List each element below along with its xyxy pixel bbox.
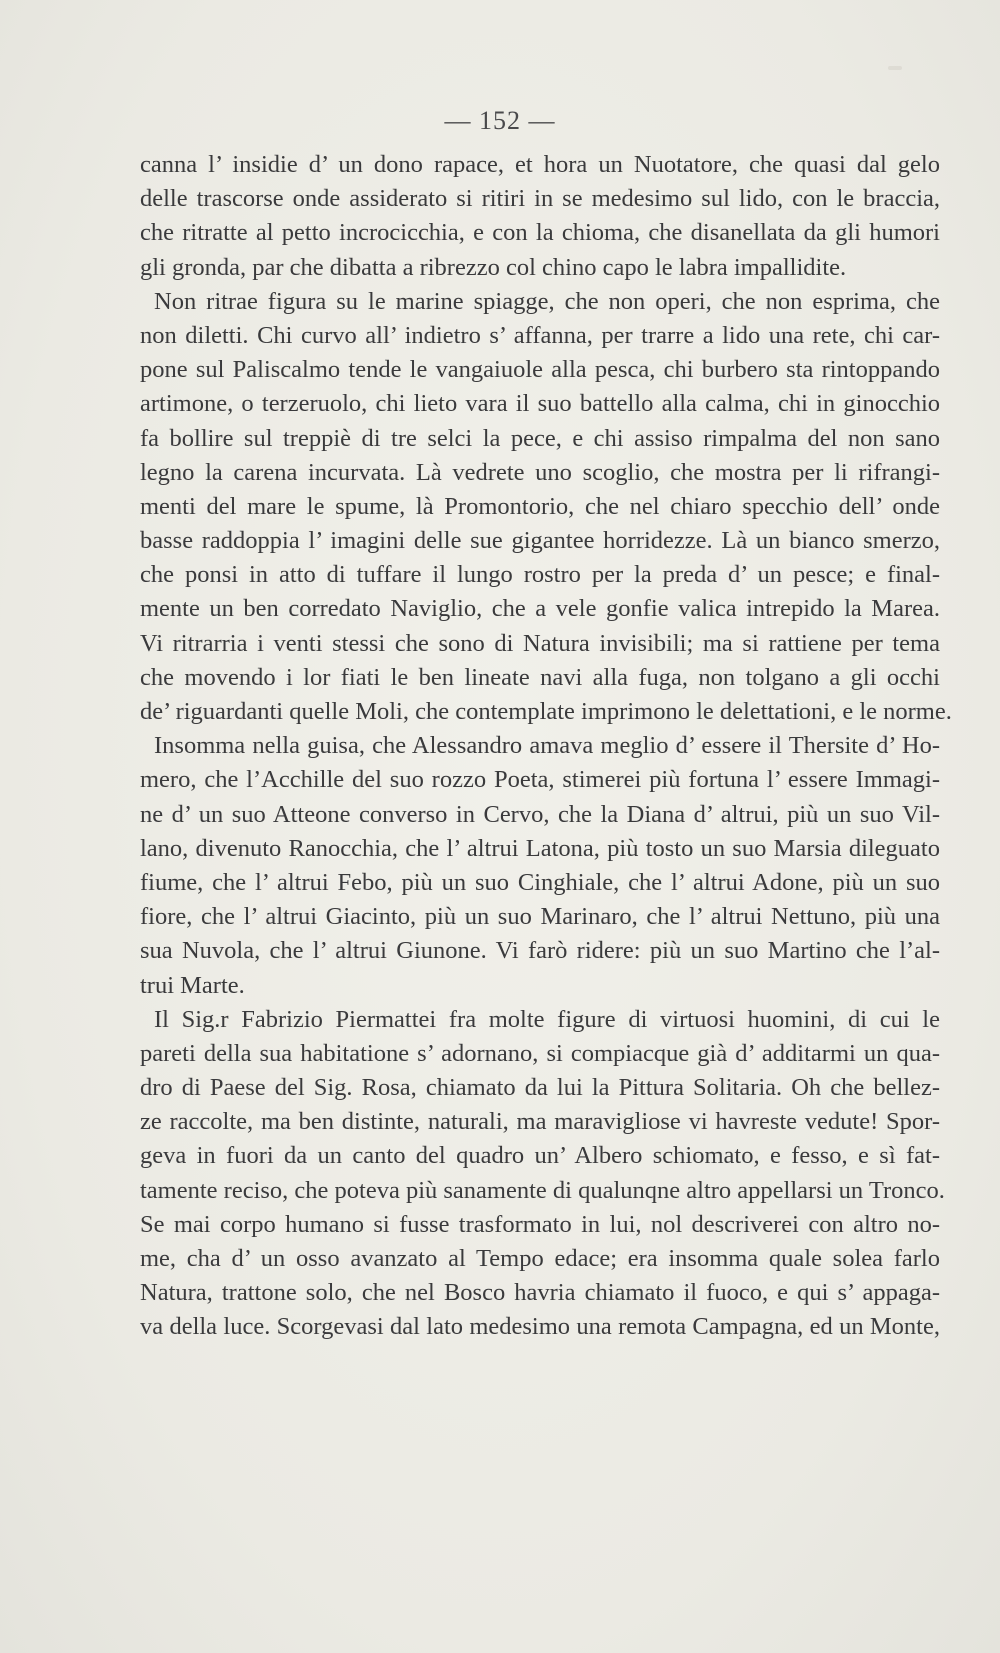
text-line: menti del mare le spume, là Promontorio, che nel chiaro specchio dell’ onde [140,492,940,520]
text-line: lano, divenuto Ranocchia, che l’ altrui Latona, più tosto un suo Marsia dileguato [140,834,940,862]
text-line: Vi ritrarria i venti stessi che sono di Natura invisibili; ma si rattiene per tema [140,629,940,657]
text-line: canna l’ insidie d’ un dono rapace, et hora un Nuotatore, che quasi dal gelo [140,151,940,178]
text-line: Insomma nella guisa, che Alessandro amava meglio d’ essere il Thersite d’ Ho- [154,732,940,760]
text-line: mente un ben corredato Naviglio, che a vele gonfie valica intrepido la Marea. [140,595,940,623]
text-line: me, cha d’ un osso avanzato al Tempo edace; era insomma quale solea farlo [140,1245,940,1272]
text-line: Natura, trattone solo, che nel Bosco havria chiamato il fuoco, e qui s’ appaga- [140,1279,940,1307]
text-line: Il Sig.r Fabrizio Piermattei fra molte figure di virtuosi huomini, di cui le [154,1005,940,1033]
text-line: fiume, che l’ altrui Febo, più un suo Cinghiale, che l’ altrui Adone, più un suo [140,868,940,896]
paper-speck [888,66,902,70]
text-line: artimone, o terzeruolo, chi lieto vara il suo battello alla calma, chi in ginocchio [140,390,940,418]
text-line: ze raccolte, ma ben distinte, naturali, ma maravigliose vi havreste vedute! Spor- [140,1108,940,1136]
text-line: Se mai corpo humano si fusse trasformato in lui, nol descriverei con altro no- [140,1210,940,1238]
text-line: tamente reciso, che poteva più sanamente di qualunqne altro appellarsi un Tronco. [140,1176,945,1204]
text-line: gli gronda, par che dibatta a ribrezzo col chino capo le labra impallidite. [140,253,847,281]
text-line: sua Nuvola, che l’ altrui Giunone. Vi farò ridere: più un suo Martino che l’al- [140,937,940,965]
page-number: — 152 — [444,106,556,135]
text-line: basse raddoppia l’ imagini delle sue gigantee horridezze. Là un bianco smerzo, [140,527,940,555]
text-line: dro di Paese del Sig. Rosa, chiamato da lui la Pittura Solitaria. Oh che bellez- [140,1074,940,1102]
text-line: trui Marte. [140,971,245,999]
text-line: Non ritrae figura su le marine spiagge, che non operi, che non esprima, che [154,287,940,315]
text-line: fa bollire sul treppiè di tre selci la pece, e chi assiso rimpalma del non sano [140,424,940,452]
text-line: non diletti. Chi curvo all’ indietro s’ affanna, per trarre a lido una rete, chi car- [140,321,940,349]
text-line: va della luce. Scorgevasi dal lato medesimo una remota Campagna, ed un Monte, [140,1313,940,1341]
text-line: delle trascorse onde assiderato si ritiri in se medesimo sul lido, con le braccia, [140,185,940,213]
text-line: che ponsi in atto di tuffare il lungo rostro per la preda d’ un pesce; e final- [140,561,940,589]
text-line: ne d’ un suo Atteone converso in Cervo, che la Diana d’ altrui, più un suo Vil- [140,800,940,828]
text-line: mero, che l’Acchille del suo rozzo Poeta, stimerei più fortuna l’ essere Immagi- [140,766,940,794]
text-line: geva in fuori da un canto del quadro un’ Albero schiomato, e fesso, e sì fat- [140,1142,940,1170]
text-line: legno la carena incurvata. Là vedrete uno scoglio, che mostra per li rifrangi- [140,458,940,486]
text-line: pone sul Paliscalmo tende le vangaiuole alla pesca, chi burbero sta rintoppando [140,356,940,384]
text-line: pareti della sua habitatione s’ adornano, si compiacque già d’ additarmi un qua- [140,1039,940,1067]
text-line: fiore, che l’ altrui Giacinto, più un suo Marinaro, che l’ altrui Nettuno, più una [140,903,940,931]
body-text [140,148,952,1345]
text-line: che ritratte al petto incrocicchia, e con la chioma, che disanellata da gli humori [140,219,940,247]
text-line: che movendo i lor fiati le ben lineate navi alla fuga, non tolgano a gli occhi [140,663,940,691]
text-line: de’ riguardanti quelle Moli, che contemplate imprimono le delettationi, e le norme. [140,698,952,725]
